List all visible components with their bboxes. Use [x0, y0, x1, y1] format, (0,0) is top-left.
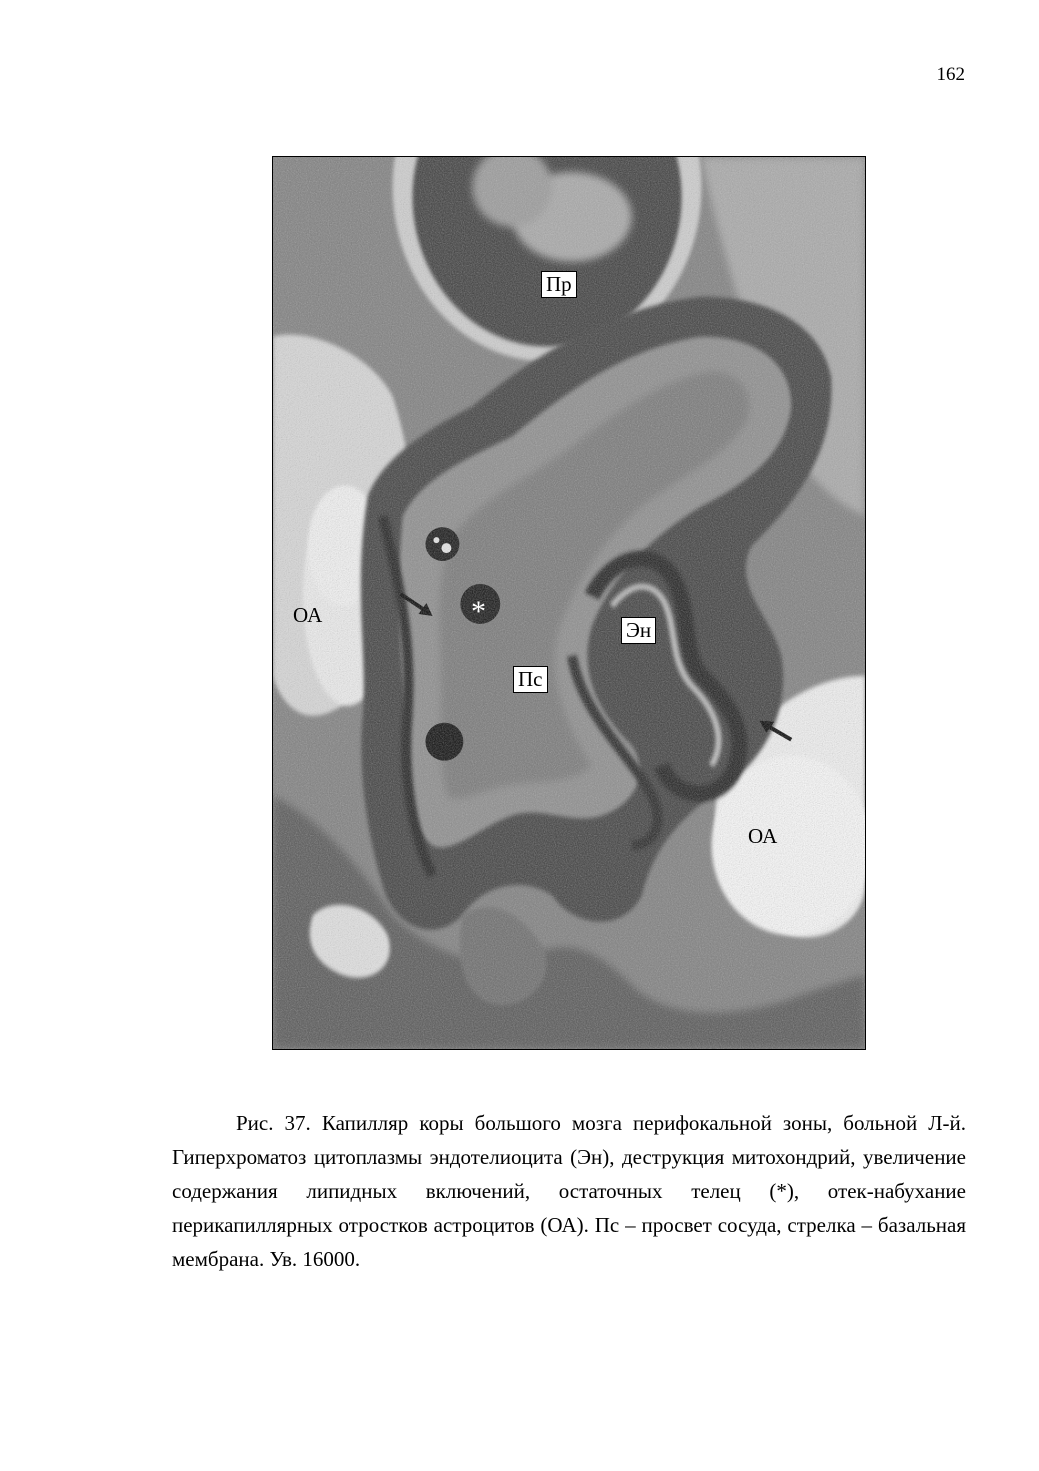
label-ps: Пс: [513, 666, 548, 693]
label-pr: Пр: [541, 271, 577, 298]
label-oa-right: ОА: [748, 824, 778, 848]
asterisk-marker: *: [471, 595, 486, 628]
micrograph-figure: [272, 156, 866, 1050]
figure-caption: [172, 1106, 966, 1276]
label-en: Эн: [621, 617, 656, 644]
page-number: 162: [936, 64, 965, 85]
caption-text: Рис. 37. Капилляр коры большого мозга перифокальной зоны, больной Л-й. Гиперхроматоз цитоплазмы эндотелиоцита (Эн), деструкция митохондрий, увеличение содержания липидных включений, остаточных телец (*), отек-набухание перикапиллярных отростков астроцитов (ОА). Пс – просвет сосуда, стрелка – базальная мембрана. Ув. 16000.: [172, 1111, 966, 1271]
label-oa-left: ОА: [293, 603, 323, 627]
